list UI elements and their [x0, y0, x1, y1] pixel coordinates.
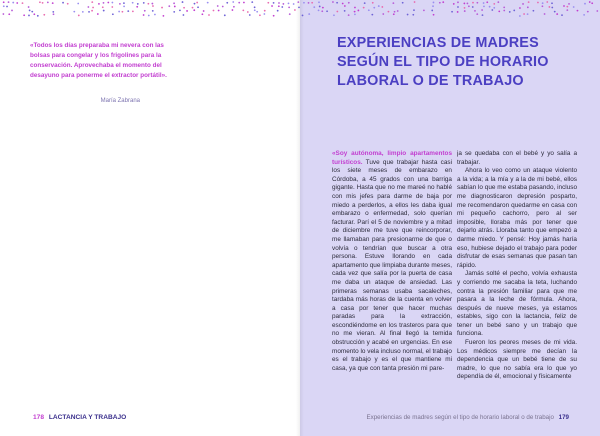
section-title: LACTANCIA Y TRABAJO	[48, 414, 127, 421]
chapter-title-line-2: SEGÚN EL TIPO DE HORARIO	[337, 54, 549, 70]
testimony-text-1: Tuve que trabajar hasta casi los siete meses de embarazo en Córdoba, a 45 grados con una barriga gigante. Hasta que no me mareé no hablé con mis jefes para darme de baja por miedo a perderlos, a ellos les daba igual embarazo o enfermedad, solo querían facturar. Parí el 5 de noviembre y a mitad de diciembre me tuve que reincorporar, me llamaban para presionarme de que o volvía o tendrían que buscar a otra persona. Estuve llorando en cada apartamento que limpiaba durante meses, cada vez que salía por la puerta de casa me daba un ataque de ansiedad. Las primeras semanas usaba sacaleches, tardaba más horas de la cuenta en volver a casa por tener que hacer muchas paradas para la extracción, escondiéndome en los trasteros para que no me vieran. Al final llegó la temida obstrucción y acabé en urgencias. En ese momento lo vela incluso normal, el trabajo es el trabajo y es el que mantiene mi casa, ya que con tanta presión mi pare-	[332, 158, 452, 372]
chapter-title	[337, 34, 587, 91]
testimony-paragraph-1	[332, 150, 452, 373]
testimony-paragraph-5: Fueron los peores meses de mi vida. Los médicos siempre me decían la dependencia que un bebé tiene de su madre, lo que no sabía era lo que yo dependía de él, emocional y físicamente	[457, 339, 577, 381]
body-column-1	[332, 150, 452, 405]
testimony-paragraph-3: Ahora lo veo como un ataque violento a la vida; a la mía y a la de mi bebé, ellos sabían lo que me estaba pasando, incluso me diagnosticaron depresión posparto, me recomendaron quedarme en casa con mi pequeño cachorro, pero al ser imposible, lloraba más por tener que dejarlo atrás. Lloraba tanto que empezó a darme miedo. Y pensé: Hoy jamás haría eso, hubiese dejado el trabajo para poder disfrutar de esas semanas que pasan tan rápido.	[457, 167, 577, 269]
chapter-title-line-3: LABORAL O DE TRABAJO	[337, 73, 524, 89]
pull-quote: «Todos los días preparaba mi nevera con las bolsas para congelar y los frigolines para la conservación. Aprovechaba el momento del desayuno para ponerme el extractor portátil».	[30, 42, 167, 80]
quote-author: María Zabrana	[100, 98, 140, 104]
dotted-header-pattern	[0, 0, 600, 20]
left-page-number: 178	[33, 414, 45, 421]
page-gutter	[296, 0, 304, 436]
body-column-2	[457, 150, 577, 405]
right-page-footer	[366, 414, 569, 421]
left-page-footer	[33, 414, 126, 421]
testimony-paragraph-2: ja se quedaba con el bebé y yo salía a trabajar.	[457, 150, 577, 166]
right-page-number: 179	[558, 414, 569, 421]
running-title: Experiencias de madres según el tipo de horario laboral o de trabajo	[366, 414, 554, 421]
testimony-lead: «Soy autónoma, limpio apartamentos turísticos.	[332, 150, 452, 166]
chapter-title-line-1: EXPERIENCIAS DE MADRES	[337, 35, 539, 51]
testimony-paragraph-4: Jamás solté el pecho, volvía exhausta y corriendo me sacaba la teta, luchando contra la presión familiar para que me pasara a la leche de fórmula. Ahora, después de nueve meses, ya estamos estables, sigo con la lactancia, feliz de tener un bebé sano y un trabajo que funciona.	[457, 270, 577, 338]
